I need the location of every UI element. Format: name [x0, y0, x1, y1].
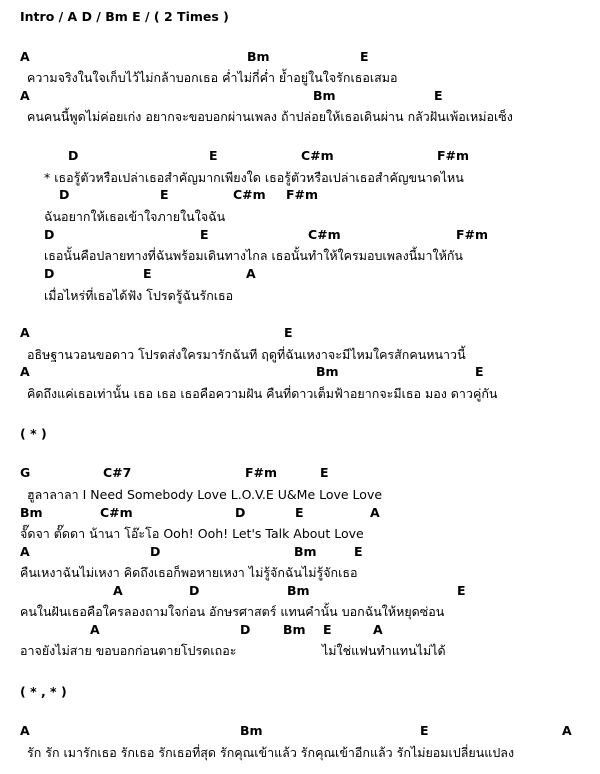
lyric-line: คนในฝันเธอคือใครลองถามใจก่อน อักษรศาสตร์ แทนคำนั้น บอกฉันให้หยุดซ่อน	[20, 604, 445, 619]
chord: D	[44, 227, 55, 242]
chord: A	[90, 622, 100, 637]
chord: F#m	[437, 148, 470, 163]
chord: D	[235, 505, 246, 520]
chord: E	[457, 583, 466, 598]
chord: Bm	[240, 723, 263, 738]
chord: F#m	[456, 227, 489, 242]
chord: Bm	[313, 88, 336, 103]
chord: D	[240, 622, 251, 637]
chord: E	[160, 187, 169, 202]
chord: D	[189, 583, 200, 598]
repeat-marker: ( * , * )	[20, 684, 67, 699]
lyric-line: คืนเหงาฉันไม่เหงา คิดถึงเธอก็พอหายเหงา ไม่รู้จักฉันไม่รู้จักเธอ	[20, 565, 358, 580]
chord: A	[20, 88, 30, 103]
chord: E	[360, 49, 369, 64]
chord: A	[246, 266, 256, 281]
lyric-line: * เธอรู้ตัวหรือเปล่าเธอสำคัญมากเพียงใด เธอรู้ตัวหรือเปล่าเธอสำคัญขนาดไหน	[44, 170, 464, 185]
lyric-line: จั๊ดจา ตั๊ดดา น้านา โอ๊ะโอ Ooh! Ooh! Let's Talk About Love	[20, 526, 364, 541]
chord: E	[284, 325, 293, 340]
chord: A	[113, 583, 123, 598]
chord: F#m	[286, 187, 319, 202]
chord: A	[20, 544, 30, 559]
chord: A	[562, 723, 572, 738]
chord: E	[209, 148, 218, 163]
lyric-line: ไม่ใช่แฟนทำแทนไม่ได้	[322, 643, 446, 658]
lyric-line: รัก รัก เมารักเธอ รักเธอ รักเธอที่สุด รักคุณเข้าแล้ว รักคุณเข้าอีกแล้ว รักไม่ยอมเปลี่ยนแปลง	[27, 745, 515, 760]
chord: G	[20, 465, 31, 480]
chord: E	[200, 227, 209, 242]
chord: D	[59, 187, 70, 202]
lyric-line: อาจยังไม่สาย ขอบอกก่อนตายโปรดเถอะ	[20, 643, 237, 658]
chord: D	[44, 266, 55, 281]
chord: E	[354, 544, 363, 559]
chord: F#m	[245, 465, 278, 480]
chord: C#7	[103, 465, 132, 480]
chord: A	[370, 505, 380, 520]
lyric-line: ฮูลาลาลา I Need Somebody Love L.O.V.E U&Me Love Love	[27, 487, 383, 502]
lyric-line: ฉันอยากให้เธอเข้าใจภายในใจฉัน	[44, 209, 226, 224]
chord: E	[475, 364, 484, 379]
chord: Bm	[283, 622, 306, 637]
chord: C#m	[301, 148, 334, 163]
lyric-line: คนคนนี้พูดไม่ค่อยเก่ง อยากจะขอบอกผ่านเพลง ถ้าปล่อยให้เธอเดินผ่าน กลัวฝันเพ้อเหม่อเซ็ง	[27, 109, 513, 124]
chord: A	[20, 364, 30, 379]
chord: C#m	[233, 187, 266, 202]
lyric-line: เมื่อไหร่ที่เธอได้ฟัง โปรดรู้ฉันรักเธอ	[44, 288, 234, 303]
lyric-line: ความจริงในใจเก็บไว้ไม่กล้าบอกเธอ ค่ำไม่กี่ค่ำ ย้ำอยู่ในใจรักเธอเสมอ	[27, 70, 398, 85]
chord: Bm	[287, 583, 310, 598]
chord: A	[20, 723, 30, 738]
chord: E	[323, 622, 332, 637]
chord: D	[68, 148, 79, 163]
chord: Bm	[316, 364, 339, 379]
chord: Bm	[294, 544, 317, 559]
chord: E	[320, 465, 329, 480]
lyric-line: เธอนั้นคือปลายทางที่ฉันพร้อมเดินทางไกล เธอนั้นทำให้ใครมอบเพลงนี้มาให้กัน	[44, 248, 463, 263]
chord: D	[150, 544, 161, 559]
chord: A	[20, 49, 30, 64]
lyric-line: อธิษฐานวอนขอดาว โปรดส่งใครมารักฉันที ฤดูที่ฉันเหงาจะมีไหมใครสักคนหนาวนี้	[27, 347, 466, 362]
chord: C#m	[100, 505, 133, 520]
lyric-line: คิดถึงแค่เธอเท่านั้น เธอ เธอ เธอคือความฝัน คืนที่ดาวเต็มฟ้าอยากจะมีเธอ มอง ดาวคู่กัน	[27, 386, 498, 401]
chord: E	[143, 266, 152, 281]
intro-line: Intro / A D / Bm E / ( 2 Times )	[20, 9, 229, 24]
chord: E	[420, 723, 429, 738]
chord: C#m	[308, 227, 341, 242]
chord: E	[434, 88, 443, 103]
chord: Bm	[20, 505, 43, 520]
chord: A	[373, 622, 383, 637]
chord: A	[20, 325, 30, 340]
repeat-marker: ( * )	[20, 426, 47, 441]
chord: E	[295, 505, 304, 520]
chord: Bm	[247, 49, 270, 64]
